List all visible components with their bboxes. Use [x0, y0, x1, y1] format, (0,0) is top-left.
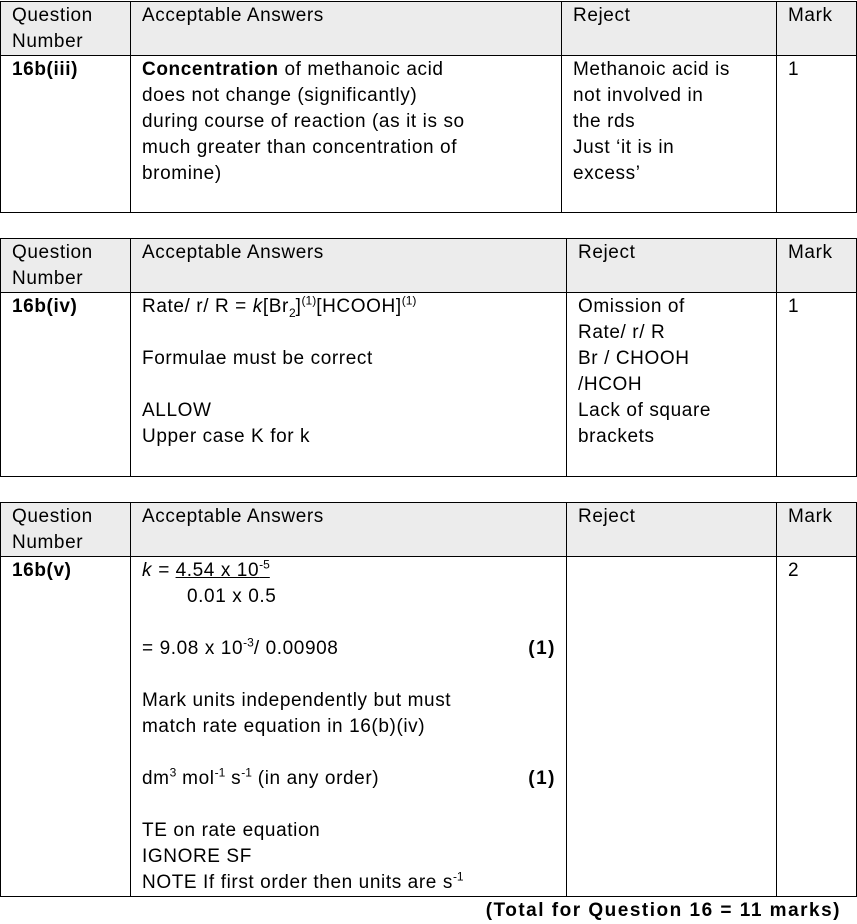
units: (1) $dm^3$ mol$^{-1}$ $s^{-1}$ (in any order) [142, 766, 556, 792]
mark-scheme-table-16b-iv [0, 238, 857, 477]
reject-answer: Methanoic acid is not involved in the rds Just ‘it is in excess’ [562, 56, 777, 213]
rate-equation: Rate/ r/ $R = k[Br_2]^{(1)}[HCOOH]^{(1)}$ [142, 293, 417, 320]
question-number: 16b(v) [1, 557, 131, 897]
k-result: (1) = 9.08 x $10^{-3}/$ 0.00908 [142, 636, 556, 662]
mark-value: 1 [777, 56, 857, 213]
mark-scheme-table-16b-iii [0, 1, 857, 213]
table-row [1, 56, 857, 213]
question-number-header: Question Number [1, 239, 131, 293]
question-total: (Total for Question 16 = 11 marks) [485, 900, 841, 921]
mark-header: Mark [777, 503, 857, 557]
mark-tag: (1) [528, 768, 556, 789]
acceptable-answer: k = 4.54 x $10^{-5}$ 0.01 x 0.5 (1) = 9.08 x $10^{-3}/$ 0.00908 Mark units independently but must match rate equation in 16(b)(iv) (1) $dm^3$ mol$^{-1}$ $s^{-1}$ (in any order) TE on rate equation IGNORE SF NOTE If first order then units are $s^{-1}$ [131, 557, 567, 897]
mark-header: Mark [777, 239, 857, 293]
acceptable-answers-header: Acceptable Answers [131, 239, 567, 293]
question-number-header: Question Number [1, 503, 131, 557]
reject-header: Reject [567, 503, 777, 557]
mark-tag: (1) [528, 638, 556, 659]
mark-value: 2 [777, 557, 857, 897]
k-fraction-numerator: k = 4.54 x $10^{-5}$ [142, 557, 270, 581]
table-row [1, 557, 857, 897]
question-number-header: Question Number [1, 2, 131, 56]
answer-keyword: Concentration [142, 59, 279, 80]
table-header-row [1, 2, 857, 56]
mark-value: 1 [777, 293, 857, 477]
reject-header: Reject [567, 239, 777, 293]
acceptable-answers-header: Acceptable Answers [131, 503, 567, 557]
question-number: 16b(iii) [1, 56, 131, 213]
first-order-note: NOTE If first order then units are $s^{-1}$ [142, 869, 464, 893]
k-fraction-denominator: 0.01 x 0.5 [187, 586, 277, 607]
acceptable-answer: Rate/ r/ $R = k[Br_2]^{(1)}[HCOOH]^{(1)}$ Formulae must be correct ALLOW Upper case K for k [131, 293, 567, 477]
table-header-row [1, 503, 857, 557]
table-row [1, 293, 857, 477]
mark-header: Mark [777, 2, 857, 56]
reject-answer: Omission of Rate/ r/ R Br / CHOOH /HCOH Lack of square brackets [567, 293, 777, 477]
reject-answer [567, 557, 777, 897]
acceptable-answer: Concentration of methanoic acid does not change (significantly) during course of reaction (as it is so much greater than concentration of bromine) [131, 56, 562, 213]
table-header-row [1, 239, 857, 293]
question-number: 16b(iv) [1, 293, 131, 477]
mark-scheme-table-16b-v [0, 502, 857, 897]
reject-header: Reject [562, 2, 777, 56]
acceptable-answers-header: Acceptable Answers [131, 2, 562, 56]
